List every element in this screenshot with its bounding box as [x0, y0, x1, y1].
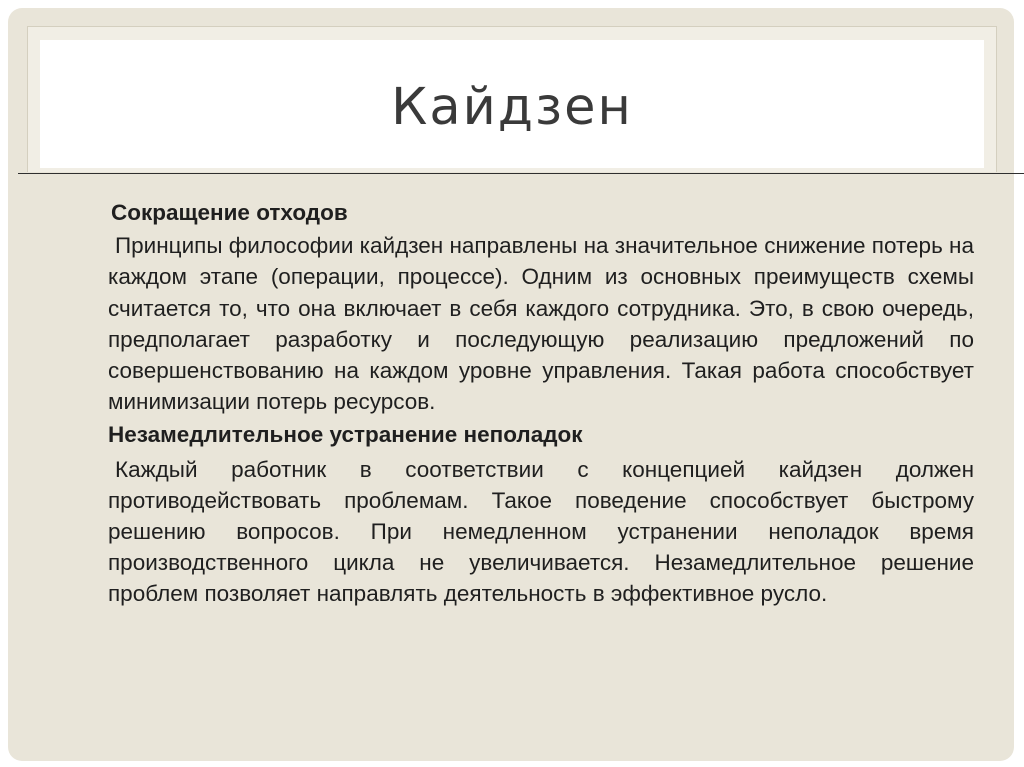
slide-body: [108, 197, 974, 610]
section-text-immediate-fix: Каждый работник в соответствии с концепцией кайдзен должен противодействовать проблемам. Такое поведение способствует быстрому решению вопросов. При немедленном устранении неполадок время производственного цикла не увеличивается. Незамедлительное решение проблем позволяет направлять деятельность в эффективное русло.: [108, 456, 974, 607]
section-heading-waste-reduction: Сокращение отходов: [111, 200, 348, 225]
section-heading-immediate-fix: Незамедлительное устранение неполадок: [108, 422, 583, 448]
title-box: [40, 40, 984, 168]
title-divider: [18, 173, 1024, 174]
section-text-waste-reduction: Принципы философии кайдзен направлены на значительное снижение потерь на каждом этапе (операции, процессе). Одним из основных преимуществ схемы считается то, что она включает в себя каждого сотрудника. Это, в свою очередь, предполагает разработку и последующую реализацию предложений по совершенствованию на каждом уровне управления. Такая работа способствует минимизации потерь ресурсов.: [108, 233, 974, 415]
slide-title: Кайдзен: [391, 78, 633, 137]
